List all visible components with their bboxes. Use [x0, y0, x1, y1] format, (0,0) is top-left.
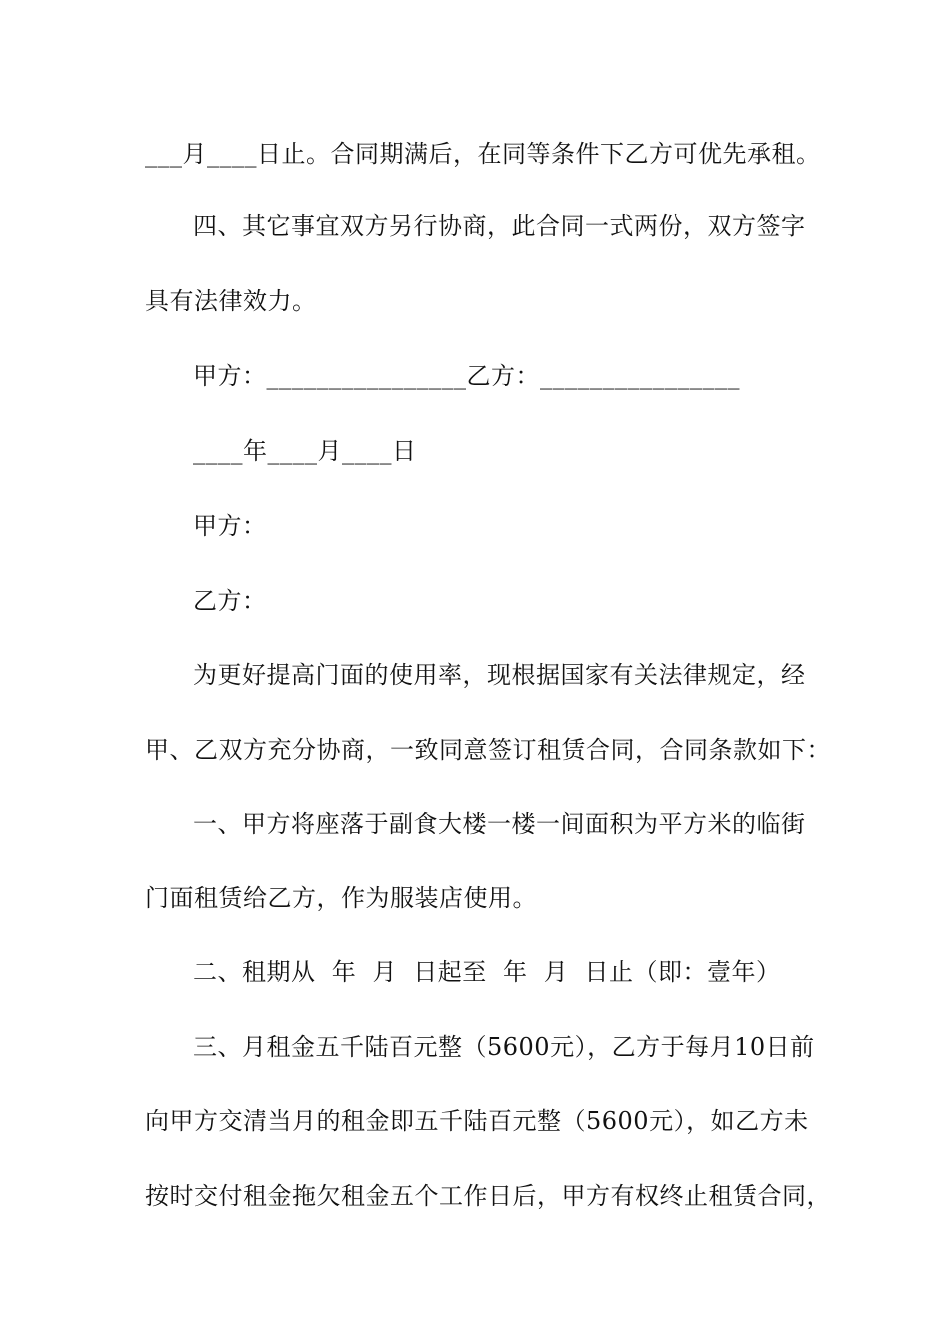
line-text: 甲方： [193, 512, 267, 540]
line-text: 甲、乙双方充分协商，一致同意签订租赁合同，合同条款如下： [145, 736, 831, 764]
line-text: 向甲方交清当月的租金即五千陆百元整（5600元），如乙方未 [145, 1107, 809, 1135]
line-text: ___月____日止。合同期满后，在同等条件下乙方可优先承租。 [145, 140, 821, 168]
line-text: 按时交付租金拖欠租金五个工作日后，甲方有权终止租赁合同， [145, 1182, 831, 1210]
line-text: 为更好提高门面的使用率，现根据国家有关法律规定，经 [193, 661, 806, 689]
line-text: 一、甲方将座落于副食大楼一楼一间面积为平方米的临街 [193, 810, 806, 838]
line-text: ____年____月____日 [193, 437, 417, 465]
line-text: 二、租期从 年 月 日起至 年 月 日止（即：壹年） [193, 958, 781, 986]
line-text: 四、其它事宜双方另行协商，此合同一式两份，双方签字 [193, 212, 806, 240]
line-text: 乙方： [193, 587, 267, 615]
line-text: 门面租赁给乙方，作为服装店使用。 [145, 884, 537, 912]
line-text: 甲方：________________乙方：________________ [193, 362, 740, 390]
line-text: 三、月租金五千陆百元整（5600元），乙方于每月10日前 [193, 1033, 815, 1061]
line-text: 具有法律效力。 [145, 287, 317, 315]
